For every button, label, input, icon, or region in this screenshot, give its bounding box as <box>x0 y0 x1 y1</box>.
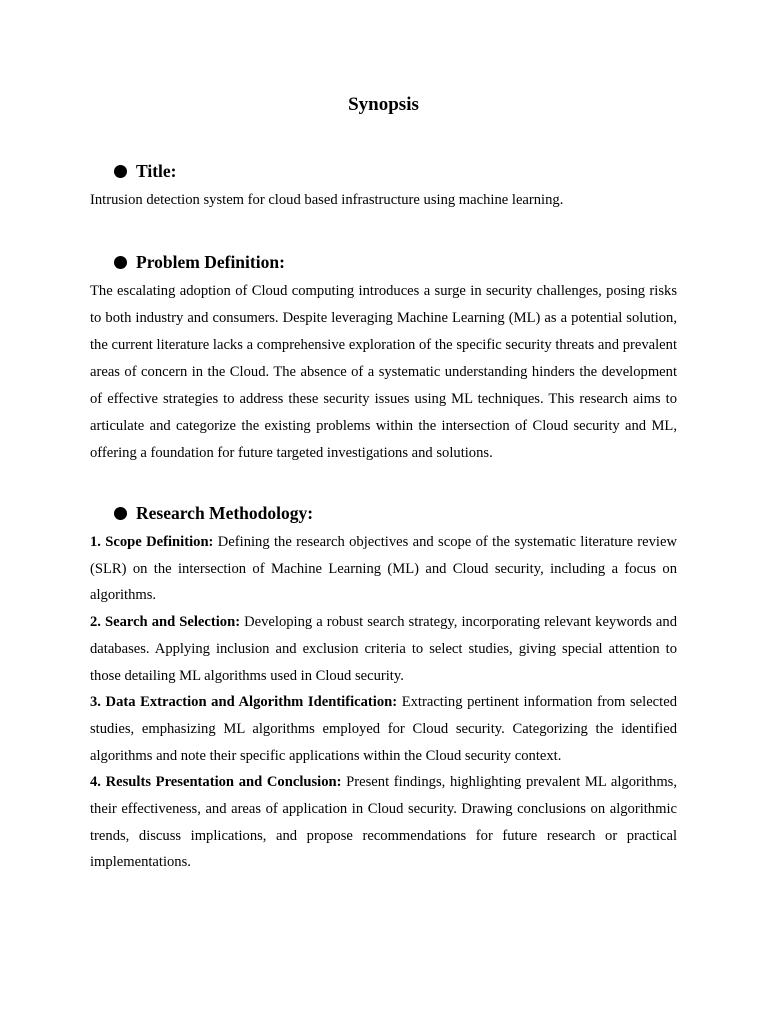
section-heading-methodology <box>90 502 677 524</box>
methodology-item-2 <box>90 609 677 689</box>
methodology-item-text: Defining the research objectives and scope of the systematic literature review (SLR) on the intersection of Machine Learning (ML) and Cloud security, including a focus on algorithms. <box>90 534 677 604</box>
title-text: Intrusion detection system for cloud based infrastructure using machine learning. <box>90 192 564 208</box>
methodology-item-1 <box>90 529 677 609</box>
methodology-list <box>90 529 677 876</box>
bullet-icon <box>114 256 127 269</box>
methodology-item-label: 4. Results Presentation and Conclusion: <box>90 774 342 791</box>
bullet-icon <box>114 165 127 178</box>
section-heading-label: Title: <box>136 161 177 181</box>
methodology-item-3 <box>90 689 677 769</box>
bullet-icon <box>114 507 127 520</box>
problem-text: The escalating adoption of Cloud computing introduces a surge in security challenges, posing risks to both industry and consumers. Despite leveraging Machine Learning (ML) as a potential solution, the current literature lacks a comprehensive exploration of the specific security threats and prevalent areas of concern in the Cloud. The absence of a systematic understanding hinders the development of effective strategies to address these security issues using ML techniques. This research aims to articulate and categorize the existing problems within the intersection of Cloud security and ML, offering a foundation for future targeted investigations and solutions. <box>90 283 677 461</box>
methodology-item-label: 3. Data Extraction and Algorithm Identification: <box>90 694 398 711</box>
section-heading-problem <box>90 251 677 273</box>
section-heading-label: Research Methodology: <box>136 503 314 523</box>
methodology-item-label: 2. Search and Selection: <box>90 614 241 631</box>
section-heading-title <box>90 160 677 182</box>
methodology-item-text: Developing a robust search strategy, incorporating relevant keywords and databases. Applying inclusion and exclusion criteria to select studies, giving special attention to those detailing ML algorithms used in Cloud security. <box>90 614 677 684</box>
section-heading-label: Problem Definition: <box>136 252 285 272</box>
page-title: Synopsis <box>348 94 419 115</box>
methodology-item-text: Extracting pertinent information from selected studies, emphasizing ML algorithms employed for Cloud security. Categorizing the identified algorithms and note their specific applications within the Cloud security context. <box>90 694 677 764</box>
methodology-item-text: Present findings, highlighting prevalent ML algorithms, their effectiveness, and areas of application in Cloud security. Drawing conclusions on algorithmic trends, discuss implications, and propose recommendations for future research or practical implementations. <box>90 774 677 871</box>
methodology-item-label: 1. Scope Definition: <box>90 534 214 550</box>
methodology-item-4 <box>90 769 677 876</box>
